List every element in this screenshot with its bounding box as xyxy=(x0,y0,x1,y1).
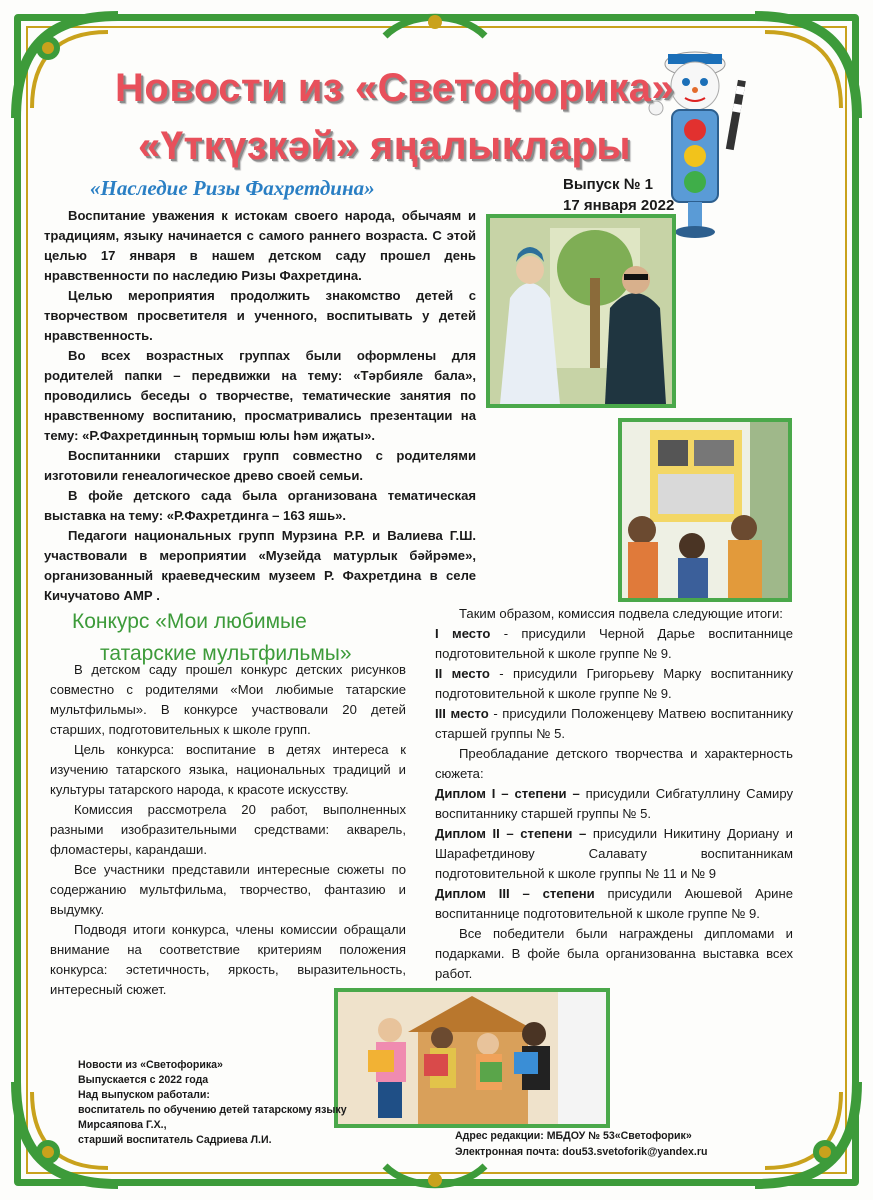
article2-title-line2: татарские мультфильмы» xyxy=(100,642,352,665)
result-place-1 xyxy=(435,624,793,664)
diploma2-label: Диплом II – степени – xyxy=(435,826,587,841)
article2-title-line1: Конкурс «Мои любимые xyxy=(72,610,307,633)
place1-label: I место xyxy=(435,626,491,641)
place3-text: - присудили Положенцеву Матвею воспитаннику старшей группы № 5. xyxy=(435,706,793,741)
diploma-2 xyxy=(435,824,793,884)
article1-paragraph: Во всех возрастных группах были оформлены для родителей папки – передвижки на тему: «Тәрбияле бала», проводились беседы о творчестве, тематические занятия по нравственному воспитанию, просматривались презентации на тему: «Р.Фахретдинның тормыш юлы һәм иҗаты». xyxy=(44,348,476,443)
issue-number: Выпуск № 1 xyxy=(563,176,653,193)
article2-paragraph: Все участники представили интересные сюжеты по содержанию мультфильма, творчество, фантазию и выдумку. xyxy=(50,862,406,917)
article2-paragraph: В детском саду прошел конкурс детских рисунков совместно с родителями «Мои любимые татарские мультфильмы». В конкурсе участвовали 20 детей старших, подготовительных к школе групп. xyxy=(50,662,406,737)
article1-paragraph: Целью мероприятия продолжить знакомство детей с творчеством просветителя и ученного, воспитывать у детей нравственность. xyxy=(44,288,476,343)
corner-ornament-icon xyxy=(745,1072,865,1192)
article1-body xyxy=(44,206,476,606)
photo-children-exhibition xyxy=(618,418,792,602)
diploma1-text: присудили Сибгатуллину Самиру воспитаннику старшей группы № 5. xyxy=(435,786,793,821)
top-ornament-icon xyxy=(380,6,490,46)
place3-label: III место xyxy=(435,706,489,721)
footer-credits xyxy=(78,1058,347,1148)
results-intro: Таким образом, комиссия подвела следующие итоги: xyxy=(459,606,783,621)
article1-paragraph: Педагоги национальных групп Мурзина Р.Р. и Валиева Г.Ш. участвовали в мероприятии «Музейда матурлык бәйрәме», организованный краеведческим музеем Р. Фахретдина в селе Кичучатово АМР . xyxy=(44,528,476,603)
diploma3-text: присудили Аюшевой Арине воспитаннице подготовительной к школе группе № 9. xyxy=(435,886,793,921)
place1-text: - присудили Черной Дарье воспитаннице подготовительной к школе группе № 9. xyxy=(435,626,794,661)
place2-text: - присудили Григорьеву Марку воспитаннику подготовительной к школе группе № 9. xyxy=(435,666,793,701)
article1-paragraph: В фойе детского сада была организована тематическая выставка на тему: «Р.Фахретдинга – 163 яшь». xyxy=(44,488,476,523)
article2-body xyxy=(50,660,406,1000)
photo-children-drawings xyxy=(334,988,610,1128)
footer-line: воспитатель по обучению детей татарскому языку xyxy=(78,1104,347,1116)
article1-paragraph: Воспитание уважения к истокам своего народа, обычаям и традициям, языку начинается с самого раннего возраста. С этой целью 17 января в нашем детском саду прошел день нравственности по наследию Ризы Фахретдина. xyxy=(44,208,476,283)
result-place-3 xyxy=(435,704,793,744)
footer-line: Мирсаяпова Г.Х., xyxy=(78,1119,167,1131)
article1-paragraph: Воспитанники старших групп совместно с родителями изготовили генеалогическое древо своей семьи. xyxy=(44,448,476,483)
diploma1-label: Диплом I – степени – xyxy=(435,786,580,801)
article2-paragraph: Подводя итоги конкурса, члены комиссии обращали внимание на соответствие критериям положения конкурса: эстетичность, яркость, выразительность, интересный сюжет. xyxy=(50,922,406,997)
footer-line: Новости из «Светофорика» xyxy=(78,1059,223,1071)
result-place-2 xyxy=(435,664,793,704)
corner-ornament-icon xyxy=(745,8,865,128)
footer-line: Выпускается с 2022 года xyxy=(78,1074,209,1086)
diploma-1 xyxy=(435,784,793,824)
place2-label: II место xyxy=(435,666,490,681)
contest-results xyxy=(435,604,793,984)
diploma-3 xyxy=(435,884,793,924)
results-prevalence: Преобладание детского творчества и характерность сюжета: xyxy=(435,746,793,781)
editorial-email: Электронная почта: dou53.svetoforik@yandex.ru xyxy=(455,1146,708,1158)
diploma2-text: присудили Никитину Дориану и Шарафетдинову Салавату воспитанникам подготовительной к школе группы № 11 и № 9 xyxy=(435,826,793,881)
editorial-address: Адрес редакции: МБДОУ № 53«Светофорик» xyxy=(455,1130,692,1142)
results-closing: Все победители были награждены дипломами и подарками. В фойе была организованна выставка всех работ. xyxy=(435,926,793,981)
footer-line: старший воспитатель Садриева Л.И. xyxy=(78,1134,272,1146)
issue-date: 17 января 2022 xyxy=(563,197,675,214)
newsletter-title-russian: Новости из «Светофорика» xyxy=(115,66,675,110)
newsletter-title-tatar: «Үткүзкәй» яңалыклары xyxy=(138,124,632,168)
article2-paragraph: Комиссия рассмотрела 20 работ, выполненных разными изобразительными средствами: акварель, фломастеры, карандаши. xyxy=(50,802,406,857)
footer-contacts xyxy=(455,1128,707,1160)
footer-line: Над выпуском работали: xyxy=(78,1089,210,1101)
diploma3-label: Диплом III – степени xyxy=(435,886,595,901)
bottom-ornament-icon xyxy=(380,1156,490,1196)
article1-title: «Наследие Ризы Фахретдина» xyxy=(90,176,375,200)
issue-info xyxy=(563,174,674,216)
article2-paragraph: Цель конкурса: воспитание в детях интереса к изучению татарского языка, национальных традиций и культуры татарского народа, к красоте искусству. xyxy=(50,742,406,797)
corner-ornament-icon xyxy=(8,8,128,128)
photo-teachers-family-tree xyxy=(486,214,676,408)
